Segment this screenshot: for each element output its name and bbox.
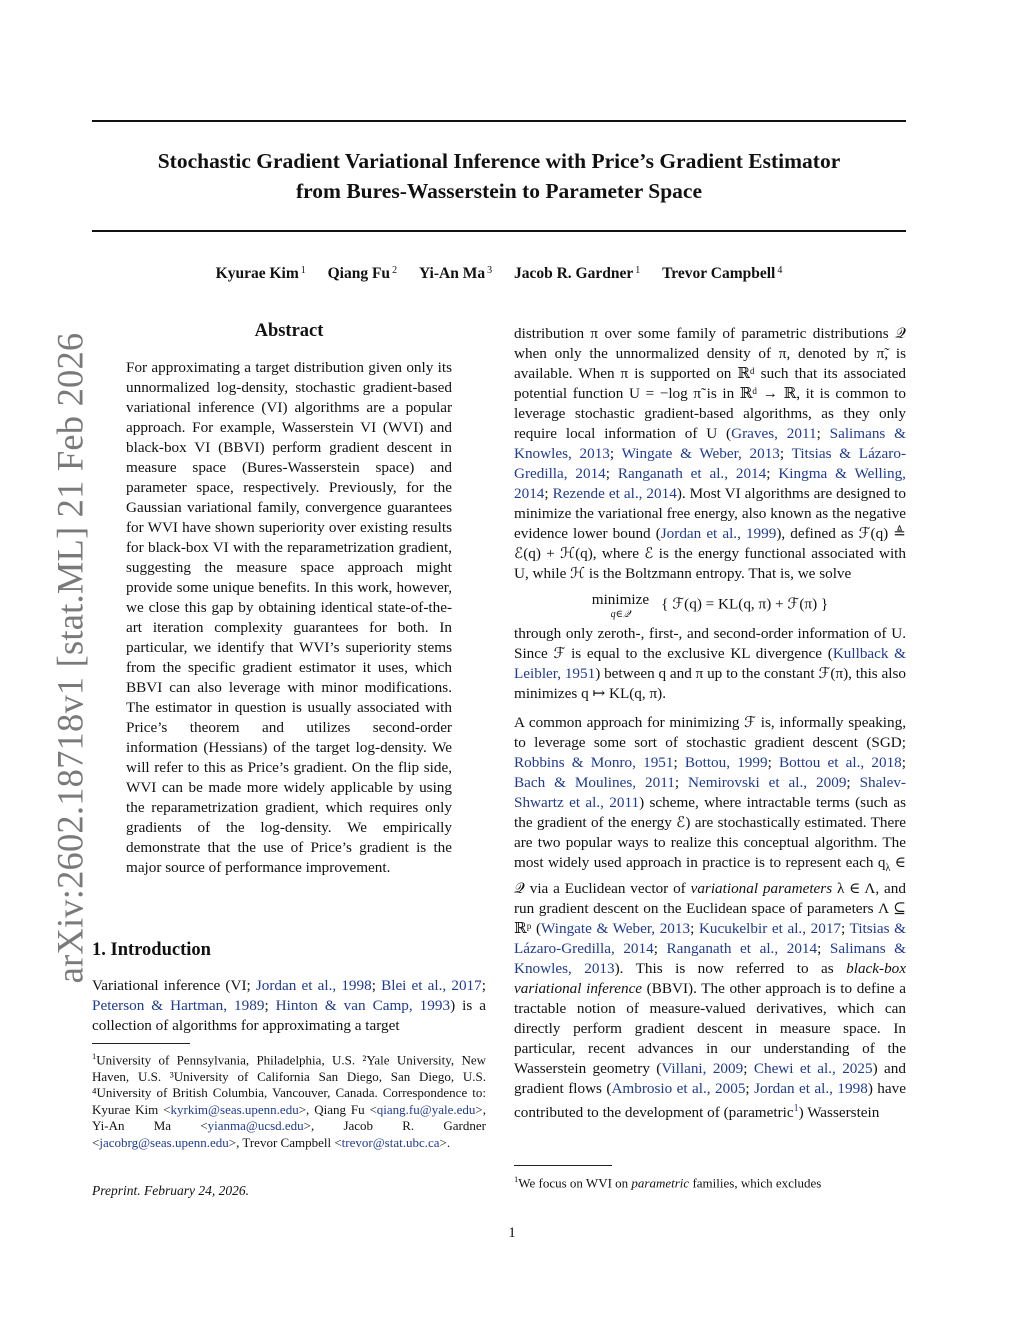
author: [514, 265, 640, 282]
footnote-mark: 1: [514, 1174, 519, 1184]
citation-link[interactable]: Ranganath et al., 2014: [617, 465, 767, 482]
intro-text: ) is a collection of algorithms for approximating a target: [92, 997, 486, 1034]
body-text: distribution π over some family of parametric distributions 𝒬 when only the unnormalized density of π, denoted by π̃, is available. When π is supported on ℝᵈ such that its associated potential function U = −log π̃ is in ℝᵈ → ℝ, it is common to leverage stochastic gradient-based algorithms, as they only require local information of U (: [514, 325, 906, 442]
author-affiliation-mark: 1: [300, 265, 306, 276]
citation-link[interactable]: Graves, 2011: [731, 425, 817, 442]
title-top-rule: [92, 120, 906, 122]
right-column: [514, 324, 906, 1123]
citation-link[interactable]: Salimans & Knowles, 2013: [514, 940, 906, 978]
body-text: (BBVI). The other approach is to define a tractable notion of measure-valued derivatives, which can directly perform gradient descent in measure space. In particular, recent advances in our understanding of the Wasserstein geometry (: [514, 980, 907, 1078]
author-affiliation-mark: 3: [487, 265, 493, 276]
footnote-text: >, Trevor Campbell <: [228, 1134, 342, 1150]
body-text: ) between q and π up to the constant ℱ(π), this also minimizes q ↦ KL(q, π).: [514, 665, 906, 702]
author-name: Jacob R. Gardner: [513, 265, 634, 282]
email-link[interactable]: jacobrg@seas.upenn.edu: [99, 1134, 229, 1150]
emphasis-text: parametric: [631, 1175, 690, 1191]
footnote-marker-link[interactable]: 1: [793, 1103, 799, 1115]
author: [216, 265, 306, 282]
title-line-2: from Bures-Wasserstein to Parameter Space: [295, 179, 703, 203]
email-link[interactable]: kyrkim@seas.upenn.edu: [170, 1101, 299, 1117]
citation-link[interactable]: Peterson & Hartman, 1989: [92, 997, 265, 1014]
body-text: ). Most VI algorithms are designed to minimize the variational free energy, also known as the negative evidence lower bound (: [514, 485, 906, 542]
footnote-rule: [514, 1165, 612, 1166]
body-text: ∈ 𝒬 via a Euclidean vector of: [514, 854, 906, 898]
author-affiliation-mark: 2: [392, 265, 398, 276]
body-text: ), defined as ℱ(q) ≜ ℰ(q) + ℋ(q), where ℰ is the energy functional associated with U, while ℋ is the Boltzmann entropy. That is, we solve: [514, 525, 907, 582]
citation-link[interactable]: Kullback & Leibler, 1951: [514, 645, 906, 682]
title-line-1: Stochastic Gradient Variational Inference with Price’s Gradient Estimator: [157, 149, 841, 173]
wvi-footnote: [514, 1171, 906, 1192]
citation-link[interactable]: Salimans & Knowles, 2013: [514, 425, 906, 462]
citation-link[interactable]: Hinton & van Camp, 1993: [275, 997, 451, 1014]
paragraph: A common approach for minimizing ℱ is, informally speaking, to leverage some sort of stochastic gradient descent (SGD; Robbins & Monro, 1951; Bottou, 1999; Bottou et al., 2018; Bach & Moulines, 2011; Nemirovski et al., 2009; Shalev-Shwartz et al., 2011) scheme, where intractable terms (such as the gradient of the energy ℰ) are stochastically estimated. There are two popular ways to realize this conceptual algorithm. The most widely used approach in practice is to represent each $q_\lambda$ ∈ 𝒬 via a Euclidean vector of variational parameters λ ∈ Λ, and run gradient descent on the Euclidean space of parameters Λ ⊆ ℝᵖ (Wingate & Weber, 2013; Kucukelbir et al., 2017; Titsias & Lázaro-Gredilla, 2014; Ranganath et al., 2014; Salimans & Knowles, 2013). This is now referred to as black-box variational inference (BBVI). The other approach is to define a tractable notion of measure-valued derivatives, which can directly perform gradient descent in measure space. In particular, recent advances in our understanding of the Wasserstein geometry (Villani, 2009; Chewi et al., 2025) and gradient flows (Ambrosio et al., 2005; Jordan et al., 1998) have contributed to the development of (parametric$^1$) Wasserstein: [514, 714, 907, 1122]
citation-link[interactable]: Rezende et al., 2014: [552, 485, 677, 502]
footnote-text: >, Yi-An Ma <: [92, 1101, 486, 1134]
citation-link[interactable]: Kingma & Welling, 2014: [514, 465, 906, 502]
footnote-text: We focus on WVI on: [518, 1175, 632, 1191]
footnote-text: >, Qiang Fu <: [298, 1101, 377, 1117]
email-link[interactable]: yianma@ucsd.edu: [207, 1118, 304, 1134]
body-text: ). This is now referred to as: [614, 960, 847, 978]
footnote-text: >.: [439, 1134, 451, 1150]
section-heading-introduction: 1. Introduction: [92, 940, 211, 960]
equation-minimize: [514, 590, 906, 620]
equation-subscript: q∈𝒬: [610, 609, 631, 620]
citation-link[interactable]: Jordan et al., 1998: [754, 1080, 868, 1098]
body-text: ) have contributed to the development of (parametric: [514, 1080, 906, 1122]
paragraph: distribution π over some family of parametric distributions 𝒬 when only the unnormalized density of π, denoted by π̃, is available. When π is supported on ℝᵈ such that its associated potential function U = −log π̃ is in ℝᵈ → ℝ, it is common to leverage stochastic gradient-based algorithms, as they only require local information of U (Graves, 2011; Salimans & Knowles, 2013; Wingate & Weber, 2013; Titsias & Lázaro-Gredilla, 2014; Ranganath et al., 2014; Kingma & Welling, 2014; Rezende et al., 2014). Most VI algorithms are designed to minimize the variational free energy, also known as the negative evidence lower bound (Jordan et al., 1999), defined as ℱ(q) ≜ ℰ(q) + ℋ(q), where ℰ is the energy functional associated with U, while ℋ is the Boltzmann entropy. That is, we solve: [514, 325, 907, 582]
citation-link[interactable]: Titsias & Lázaro-Gredilla, 2014: [514, 920, 906, 958]
citation-link[interactable]: Wingate & Weber, 2013: [541, 920, 691, 938]
email-link[interactable]: trevor@stat.ubc.ca: [341, 1134, 440, 1150]
citation-link[interactable]: Blei et al., 2017: [381, 977, 482, 994]
citation-link[interactable]: Ambrosio et al., 2005: [611, 1080, 746, 1098]
author: [419, 265, 492, 282]
citation-link[interactable]: Shalev-Shwartz et al., 2011: [514, 774, 906, 811]
author-list: [92, 265, 906, 283]
abstract-heading: Abstract: [254, 321, 324, 341]
author-affiliation-mark: 4: [777, 265, 783, 276]
author-name: Yi-An Ma: [418, 265, 486, 282]
author: [328, 265, 397, 282]
paragraph: [514, 624, 906, 704]
citation-link[interactable]: Wingate & Weber, 2013: [621, 445, 780, 462]
citation-link[interactable]: Bottou, 1999: [684, 754, 768, 771]
emphasis-text: black-box variational inference: [514, 960, 906, 998]
preprint-note: Preprint. February 24, 2026.: [92, 1183, 249, 1198]
body-text: through only zeroth-, first-, and second-order information of U. Since ℱ is equal to the exclusive KL divergence (: [514, 625, 906, 662]
citation-link[interactable]: Jordan et al., 1999: [660, 525, 777, 542]
citation-link[interactable]: Chewi et al., 2025: [753, 1060, 873, 1078]
body-text: ) Wasserstein: [798, 1104, 880, 1122]
footnote-text: families, which excludes: [689, 1175, 822, 1191]
title-bottom-rule: [92, 230, 906, 232]
equation-body: { ℱ(q) = KL(q, π) + ℱ(π) }: [661, 595, 829, 613]
citation-link[interactable]: Villani, 2009: [661, 1060, 744, 1078]
body-text: ) and gradient flows (: [514, 1060, 906, 1098]
citation-link[interactable]: Bach & Moulines, 2011: [514, 774, 675, 791]
author-name: Kyurae Kim: [215, 265, 299, 282]
author: [662, 265, 782, 282]
footnote-rule: [92, 1043, 190, 1044]
body-text: ) scheme, where intractable terms (such as the gradient of the energy ℰ) are stochastically estimated. There are two popular ways to realize this conceptual algorithm. The most widely used approach in practice is to represent each q: [514, 794, 907, 871]
intro-text: Variational inference (VI;: [92, 977, 256, 994]
abstract-body: For approximating a target distribution given only its unnormalized log-density, stochastic gradient-based variational inference (VI) algorithms are a popular approach. For example, Wasserstein VI (WVI) and black-box VI (BBVI) perform gradient descent in measure space (Bures-Wasserstein space) and parameter space, respectively. Previously, for the Gaussian variational family, convergence guarantees for WVI have shown superiority over existing results for black-box VI with the reparametrization gradient, suggesting the measure space approach might provide some unique benefits. In this work, however, we close this gap by obtaining identical state-of-the-art iteration complexity guarantees for both. In particular, we identify that WVI’s superiority stems from the specific gradient estimator it uses, which BBVI can also leverage with minor modifications. The estimator in question is usually associated with Price’s theorem and utilizes second-order information (Hessians) of the target log-density. We will refer to this as Price’s gradient. On the flip side, WVI can be made more widely applicable by using the reparametrization gradient, which requires only gradients of the log-density. We empirically demonstrate that the use of Price’s gradient is the major source of performance improvement.: [126, 359, 452, 876]
citation-link[interactable]: Robbins & Monro, 1951: [514, 754, 674, 771]
intro-paragraph: Variational inference (VI; Jordan et al., 1998; Blei et al., 2017; Peterson & Hartman, 1989; Hinton & van Camp, 1993) is a collection of algorithms for approximating a target: [92, 977, 486, 1034]
citation-link[interactable]: Titsias & Lázaro-Gredilla, 2014: [514, 445, 906, 482]
author-affiliation-mark: 1: [635, 265, 641, 276]
emphasis-text: variational parameters: [690, 880, 833, 898]
equation-operator: [592, 590, 649, 620]
body-text: λ ∈ Λ, and run gradient descent on the Euclidean space of parameters Λ ⊆ ℝᵖ (: [514, 880, 906, 938]
paper-title: [92, 146, 906, 206]
affiliation-footnote: $^1$University of Pennsylvania, Philadelphia, U.S. ²Yale University, New Haven, U.S. ³University of California San Diego, San Diego, U.S. ⁴University of British Columbia, Vancouver, Canada. Correspondence to: Kyurae Kim <kyrkim@seas.upenn.edu>, Qiang Fu <qiang.fu@yale.edu>, Yi-An Ma <yianma@ucsd.edu>, Jacob R. Gardner <jacobrg@seas.upenn.edu>, Trevor Campbell <trevor@stat.ubc.ca>.: [92, 1051, 486, 1150]
citation-link[interactable]: Ranganath et al., 2014: [666, 940, 818, 958]
arxiv-watermark: arXiv:2602.18718v1 [stat.ML] 21 Feb 2026: [49, 332, 91, 984]
citation-link[interactable]: Kucukelbir et al., 2017: [698, 920, 842, 938]
citation-link[interactable]: Bottou et al., 2018: [779, 754, 902, 771]
author-name: Trevor Campbell: [662, 265, 776, 282]
equation-op-text: minimize: [591, 591, 650, 608]
citation-link[interactable]: Nemirovski et al., 2009: [688, 774, 847, 791]
page-number: 1: [508, 1225, 516, 1241]
body-text: A common approach for minimizing ℱ is, informally speaking, to leverage some sort of stochastic gradient descent (SGD;: [514, 714, 906, 751]
citation-link[interactable]: Jordan et al., 1998: [255, 977, 372, 994]
email-link[interactable]: qiang.fu@yale.edu: [376, 1101, 476, 1117]
affiliations-text: University of Pennsylvania, Philadelphia, U.S. ²Yale University, New Haven, U.S. ³University of California San Diego, San Diego, U.S. ⁴University of British Columbia, Vancouver, Canada. Correspondence to: Kyurae Kim <: [92, 1052, 486, 1117]
author-name: Qiang Fu: [327, 265, 391, 282]
footnote-text: >, Jacob R. Gardner <: [92, 1118, 486, 1150]
subscript: λ: [885, 863, 891, 875]
